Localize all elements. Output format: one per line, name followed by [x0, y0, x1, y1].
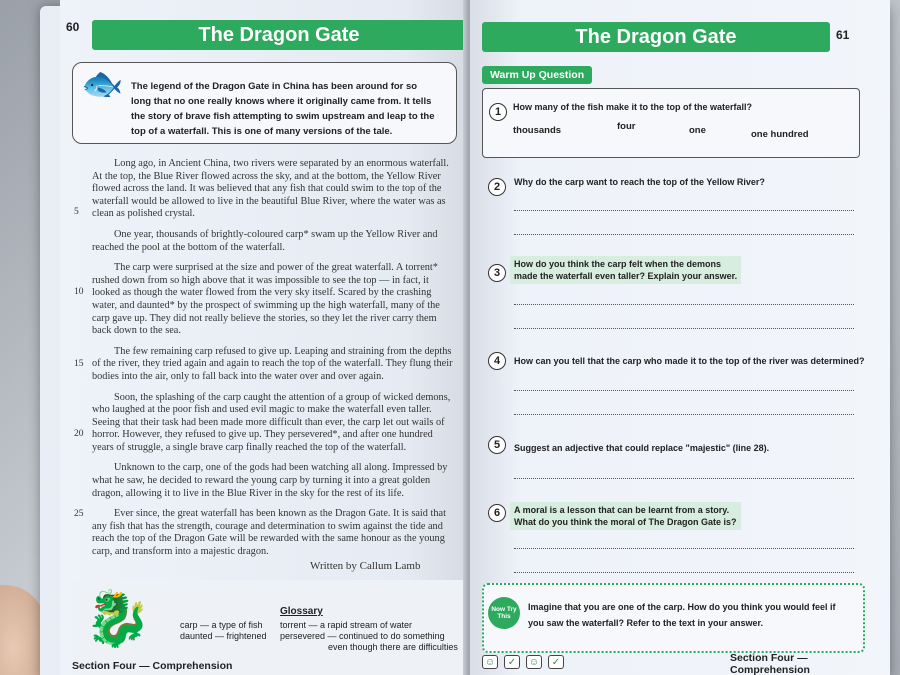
answer-line[interactable]: [514, 328, 854, 329]
intro-box: [72, 62, 457, 144]
story-paragraph: Unknown to the carp, one of the gods had been watching all along. Impressed by what he saw, he decided to reward the young carp by turning it into a great golden dragon, allowing it to live in the Blue River in the sky for the rest of its life.: [92, 462, 448, 499]
story-paragraph: The few remaining carp refused to give up. Leaping and straining from the depths of the river, they tried again and again to reach the top of the waterfall. They flung their bodies into the air, only to fall back into the water over and over again. 15: [74, 345, 453, 382]
glossary-entry: carp — a type of fish: [180, 620, 263, 630]
story-paragraph: One year, thousands of brightly-coloured carp* swam up the Yellow River and reached the pool at the bottom of the waterfall.: [92, 228, 438, 253]
page-number: 60: [66, 20, 80, 34]
warmup-label: Warm Up Question: [482, 66, 592, 84]
answer-option[interactable]: four: [617, 121, 636, 132]
page-title: The Dragon Gate: [92, 20, 465, 50]
question-text: How do you think the carp felt when the demons made the waterfall even taller? Explain your answer.: [510, 256, 741, 284]
now-try-this-badge: Now Try This: [488, 597, 520, 629]
glossary-entry: persevered — continued to do something: [280, 631, 445, 641]
question-text: How many of the fish make it to the top of the waterfall?: [513, 102, 753, 112]
question-number: 5: [488, 436, 506, 454]
question-text: A moral is a lesson that can be learnt from a story. What do you think the moral of The Dragon Gate is?: [510, 502, 741, 530]
answer-line[interactable]: [514, 414, 854, 415]
glossary-entry: even though there are difficulties: [328, 642, 458, 652]
now-try-this-box: [482, 583, 865, 653]
answer-line[interactable]: [514, 390, 854, 391]
question-number: 3: [488, 264, 506, 282]
warmup-box: [482, 88, 860, 158]
face-icon[interactable]: ☺: [526, 655, 542, 669]
question-text: Why do the carp want to reach the top of the Yellow River?: [514, 177, 765, 187]
page-number: 61: [836, 28, 850, 42]
glossary-entry: daunted — frightened: [180, 631, 267, 641]
question-text: Suggest an adjective that could replace "majestic" (line 28).: [514, 443, 770, 453]
story-text: [74, 158, 456, 567]
author-credit: Written by Callum Lamb: [310, 560, 421, 572]
question-number: 1: [489, 103, 507, 121]
answer-line[interactable]: [514, 234, 854, 235]
answer-option[interactable]: thousands: [513, 125, 562, 136]
answer-option[interactable]: one: [689, 125, 706, 136]
koi-fish-icon: 🐟: [81, 65, 124, 103]
left-page: [60, 0, 465, 675]
dragon-icon: 🐉: [84, 589, 152, 649]
self-rating-icons: [482, 655, 564, 669]
page-title: The Dragon Gate: [482, 22, 830, 52]
question-text: How can you tell that the carp who made it to the top of the river was determined?: [514, 356, 865, 366]
story-paragraph: Soon, the splashing of the carp caught the attention of a group of wicked demons, who laughed at the poor fish and used evil magic to make the waterfall even taller. Seeing that their task had been made more difficult than ever, the carp let out wails of horror. However, they refused to give up. They persevered*, and after one hundred years of struggle, a single brave carp finally reached the top of the waterfall. 20: [74, 391, 451, 453]
glossary-entry: torrent — a rapid stream of water: [280, 620, 413, 630]
glossary-title: Glossary: [280, 606, 323, 617]
section-footer: Section Four — Comprehension: [72, 660, 233, 672]
answer-line[interactable]: [514, 210, 854, 211]
story-paragraph: Ever since, the great waterfall has been known as the Dragon Gate. It is said that any fish that has the strength, courage and determination to swim against the tide and reach the top of the Dragon Gate will be rewarded with the same honour as the young carp, and transform into a majestic dragon. 25: [74, 508, 446, 558]
now-try-this-text: Imagine that you are one of the carp. How do you think you would feel if you saw the waterfall? Refer to the text in your answer.: [528, 602, 836, 628]
question-number: 6: [488, 504, 506, 522]
answer-option[interactable]: one hundred: [751, 129, 809, 140]
answer-line[interactable]: [514, 548, 854, 549]
section-footer: Section Four — Comprehension: [730, 652, 810, 675]
check-box-icon[interactable]: ✓: [504, 655, 520, 669]
intro-text: The legend of the Dragon Gate in China has been around for so long that no one really knows where it originally came from. It tells the story of brave fish attempting to swim upstream and leap to the top of a waterfall. This is one of many versions of the tale.: [131, 81, 435, 137]
check-box-icon[interactable]: ✓: [548, 655, 564, 669]
question-number: 4: [488, 352, 506, 370]
story-paragraph: Long ago, in Ancient China, two rivers were separated by an enormous waterfall. At the top, the Blue River flowed across the sky, and at the bottom, the Yellow River flowed across the land. It was believed that any fish that could swim to the top of the waterfall would be allowed to live in the beautiful Blue River, where the water was as clean as polished crystal. 5: [74, 158, 449, 220]
question-number: 2: [488, 178, 506, 196]
story-paragraph: The carp were surprised at the size and power of the great waterfall. A torrent* rushed down from so high above that it was impossible to see the top — in fact, it looked as though the water flowed from the very sky itself. Scared by the crashing water, and daunted* by the prospect of swimming up the high waterfall, many of the carp gave up. They did not really believe the stories, so they let the river carry them back down to the sea. 10: [74, 262, 440, 337]
answer-line[interactable]: [514, 304, 854, 305]
right-page: [470, 0, 890, 675]
answer-line[interactable]: [514, 572, 854, 573]
answer-line[interactable]: [514, 478, 854, 479]
face-icon[interactable]: ☺: [482, 655, 498, 669]
